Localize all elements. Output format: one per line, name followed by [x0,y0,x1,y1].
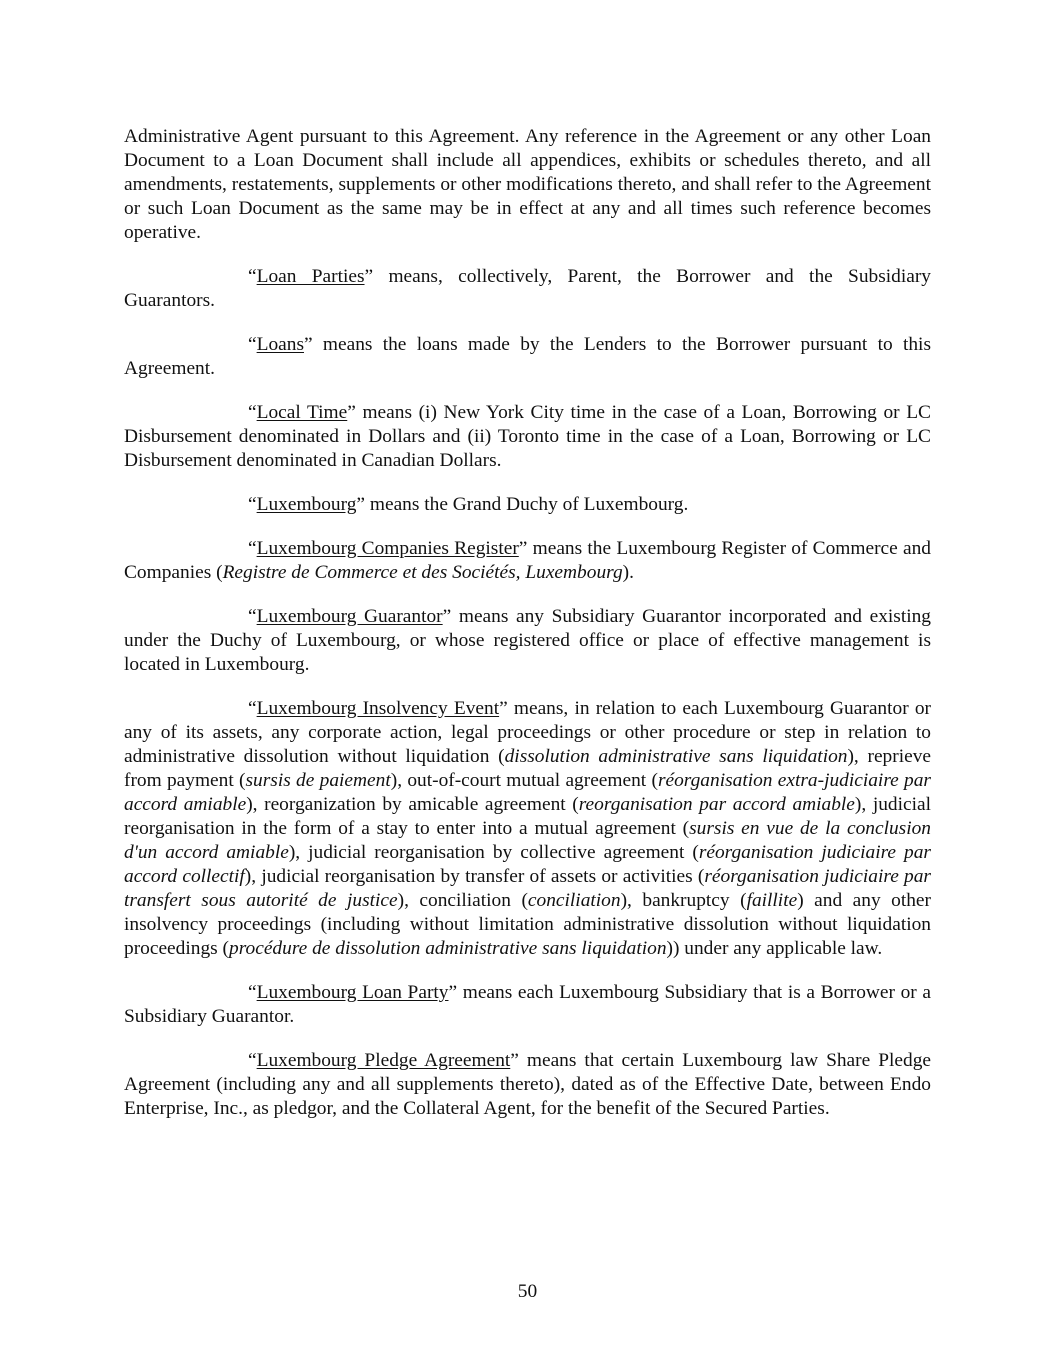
italic-phrase: réorganisation judiciaire par accord collectif [124,842,931,887]
definition-paragraph [124,401,931,473]
text-segment: “ [248,334,257,355]
text-segment: ), conciliation ( [397,890,528,911]
text-segment: “ [248,494,257,515]
text-segment: “ [248,982,257,1003]
text-segment: “ [248,606,257,627]
definition-paragraph [124,333,931,381]
text-segment: “ [248,402,257,423]
text-segment: ), bankruptcy ( [620,890,747,911]
definition-paragraph [124,537,931,585]
text-segment: “ [248,698,257,719]
text-segment: “ [248,538,257,559]
italic-phrase: réorganisation judiciaire par transfert sous autorité de justice [124,866,931,911]
text-segment: ). [622,562,634,583]
text-segment: ” means any Subsidiary Guarantor incorporated and existing under the Duchy of Luxembourg, or whose registered office or place of effective management is located in Luxembourg. [124,606,931,675]
text-segment: ” means the loans made by the Lenders to the Borrower pursuant to this Agreement. [124,334,931,379]
italic-phrase: dissolution administrative sans liquidation [504,746,848,767]
italic-phrase: Registre de Commerce et des Sociétés, Luxembourg [222,562,623,583]
text-segment: “ [248,1050,257,1071]
text-segment: ), reorganization by amicable agreement ( [246,794,579,815]
text-segment: Administrative Agent pursuant to this Agreement. Any reference in the Agreement or any other Loan Document to a Loan Document shall include all appendices, exhibits or schedules thereto, and all amendments, restatements, supplements or other modifications thereto, and shall refer to the Agreement or such Loan Document as the same may be in effect at any and all times such reference becomes operative. [124,126,931,243]
text-segment: ” means each Luxembourg Subsidiary that is a Borrower or a Subsidiary Guarantor. [124,982,932,1027]
definition-paragraph [124,605,931,677]
defined-term: Luxembourg Insolvency Event [256,698,500,719]
defined-term: Loan Parties [256,266,365,287]
defined-term: Luxembourg Pledge Agreement [256,1050,511,1071]
definition-paragraph [124,697,931,961]
italic-phrase: sursis en vue de la conclusion d'un accord amiable [124,818,931,863]
definition-paragraph [124,493,931,517]
definition-paragraph [124,265,931,313]
text-segment: ” means the Luxembourg Register of Commerce and Companies ( [124,538,931,583]
defined-term: Loans [256,334,304,355]
document-page [124,125,931,1141]
defined-term: Luxembourg Loan Party [256,982,449,1003]
definition-paragraph [124,1049,931,1121]
italic-phrase: réorganisation extra-judiciaire par accord amiable [124,770,931,815]
italic-phrase: conciliation [527,890,621,911]
italic-phrase: faillite [746,890,798,911]
italic-phrase: reorganisation par accord amiable [578,794,855,815]
text-segment: ” means the Grand Duchy of Luxembourg. [356,494,689,515]
definition-paragraph [124,981,931,1029]
continued-paragraph [124,125,931,245]
text-segment: “ [248,266,257,287]
text-segment: ), judicial reorganisation by transfer of assets or activities ( [244,866,705,887]
text-segment: ), judicial reorganisation by collective agreement ( [288,842,699,863]
defined-term: Local Time [256,402,348,423]
defined-term: Luxembourg Guarantor [256,606,443,627]
italic-phrase: procédure de dissolution administrative sans liquidation [229,938,667,959]
text-segment: ” means, collectively, Parent, the Borrower and the Subsidiary Guarantors. [124,266,931,311]
text-segment: ), out-of-court mutual agreement ( [390,770,658,791]
defined-term: Luxembourg Companies Register [256,538,519,559]
italic-phrase: sursis de paiement [245,770,391,791]
text-segment: ), judicial reorganisation in the form of a stay to enter into a mutual agreement ( [124,794,931,839]
text-segment: ) and any other insolvency proceedings (including without limitation administrative dissolution without liquidation proceedings ( [124,890,931,959]
text-segment: ” means (i) New York City time in the case of a Loan, Borrowing or LC Disbursement denominated in Dollars and (ii) Toronto time in the case of a Loan, Borrowing or LC Disbursement denominated in Canadian Dollars. [124,402,931,471]
text-segment: ), reprieve from payment ( [124,746,931,791]
text-segment: )) under any applicable law. [666,938,883,959]
text-segment: ” means that certain Luxembourg law Share Pledge Agreement (including any and all supplements thereto), dated as of the Effective Date, between Endo Enterprise, Inc., as pledgor, and the Collateral Agent, for the benefit of the Secured Parties. [124,1050,931,1119]
page-number: 50 [517,1281,538,1302]
text-segment: ” means, in relation to each Luxembourg Guarantor or any of its assets, any corporate action, legal proceedings or other procedure or step in relation to administrative dissolution without liquidation ( [124,698,931,767]
defined-term: Luxembourg [256,494,357,515]
